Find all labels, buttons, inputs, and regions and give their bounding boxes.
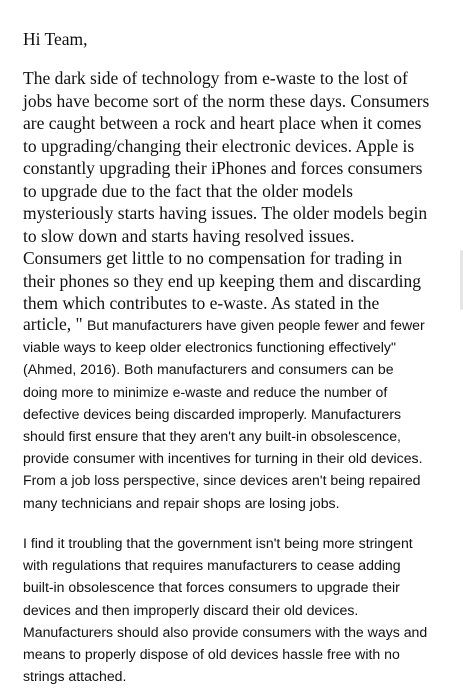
- paragraph-1-serif: [23, 67, 455, 315]
- text-line: The dark side of technology from e-waste to the lost of: [23, 68, 408, 88]
- text-line: to upgrading/changing their electronic devices. Apple is: [23, 135, 415, 156]
- text-line: many technicians and repair shops are losing jobs.: [23, 494, 340, 511]
- text-line: doing more to minimize e-waste and reduce the number of: [23, 383, 388, 400]
- text-line: means to properly dispose of old devices hassle free with no: [23, 646, 400, 663]
- quote-intro: article, ": [23, 314, 87, 334]
- text-line: strings attached.: [23, 668, 127, 685]
- text-line: (Ahmed, 2016). Both manufacturers and consumers can be: [23, 361, 394, 378]
- text-line: with regulations that requires manufacturers to cease adding: [23, 557, 401, 574]
- mixed-font-line: [23, 313, 455, 336]
- text-line: viable ways to keep older electronics functioning effectively": [23, 339, 396, 356]
- text-line: devices and then improperly discard their old devices.: [23, 601, 359, 618]
- quote-start: But manufacturers have given people fewer and fewer: [86, 317, 425, 333]
- text-line: provide consumer with incentives for turning in their old devices.: [23, 450, 423, 467]
- text-line: are caught between a rock and heart place when it comes: [23, 113, 422, 133]
- text-line: Consumers get little to no compensation for trading in: [23, 248, 403, 268]
- text-line: mysteriously starts having issues. The older models begin: [23, 203, 428, 223]
- text-line: jobs have become sort of the norm these days. Consumers: [23, 90, 430, 111]
- text-line: built-in obsolescence that forces consumers to upgrade their: [23, 579, 400, 596]
- text-line: Manufacturers should also provide consumers with the ways and: [23, 623, 428, 640]
- text-line: I find it troubling that the government isn't being more stringent: [23, 535, 413, 551]
- text-line: From a job loss perspective, since devices aren't being repaired: [23, 472, 421, 489]
- greeting: Hi Team,: [23, 29, 88, 49]
- paragraph-2: [23, 532, 455, 687]
- text-line: constantly upgrading their iPhones and forces consumers: [23, 158, 423, 178]
- text-line: defective devices being discarded improperly. Manufacturers: [23, 405, 402, 422]
- text-line: to slow down and starts having resolved issues.: [23, 225, 355, 246]
- text-line: their phones so they end up keeping them and discarding: [23, 270, 422, 291]
- text-line: them which contributes to e-waste. As stated in the: [23, 293, 380, 313]
- text-line: to upgrade due to the fact that the older models: [23, 180, 353, 201]
- text-line: should first ensure that they aren't any built-in obsolescence,: [23, 428, 401, 445]
- paragraph-1-quote: [23, 313, 455, 514]
